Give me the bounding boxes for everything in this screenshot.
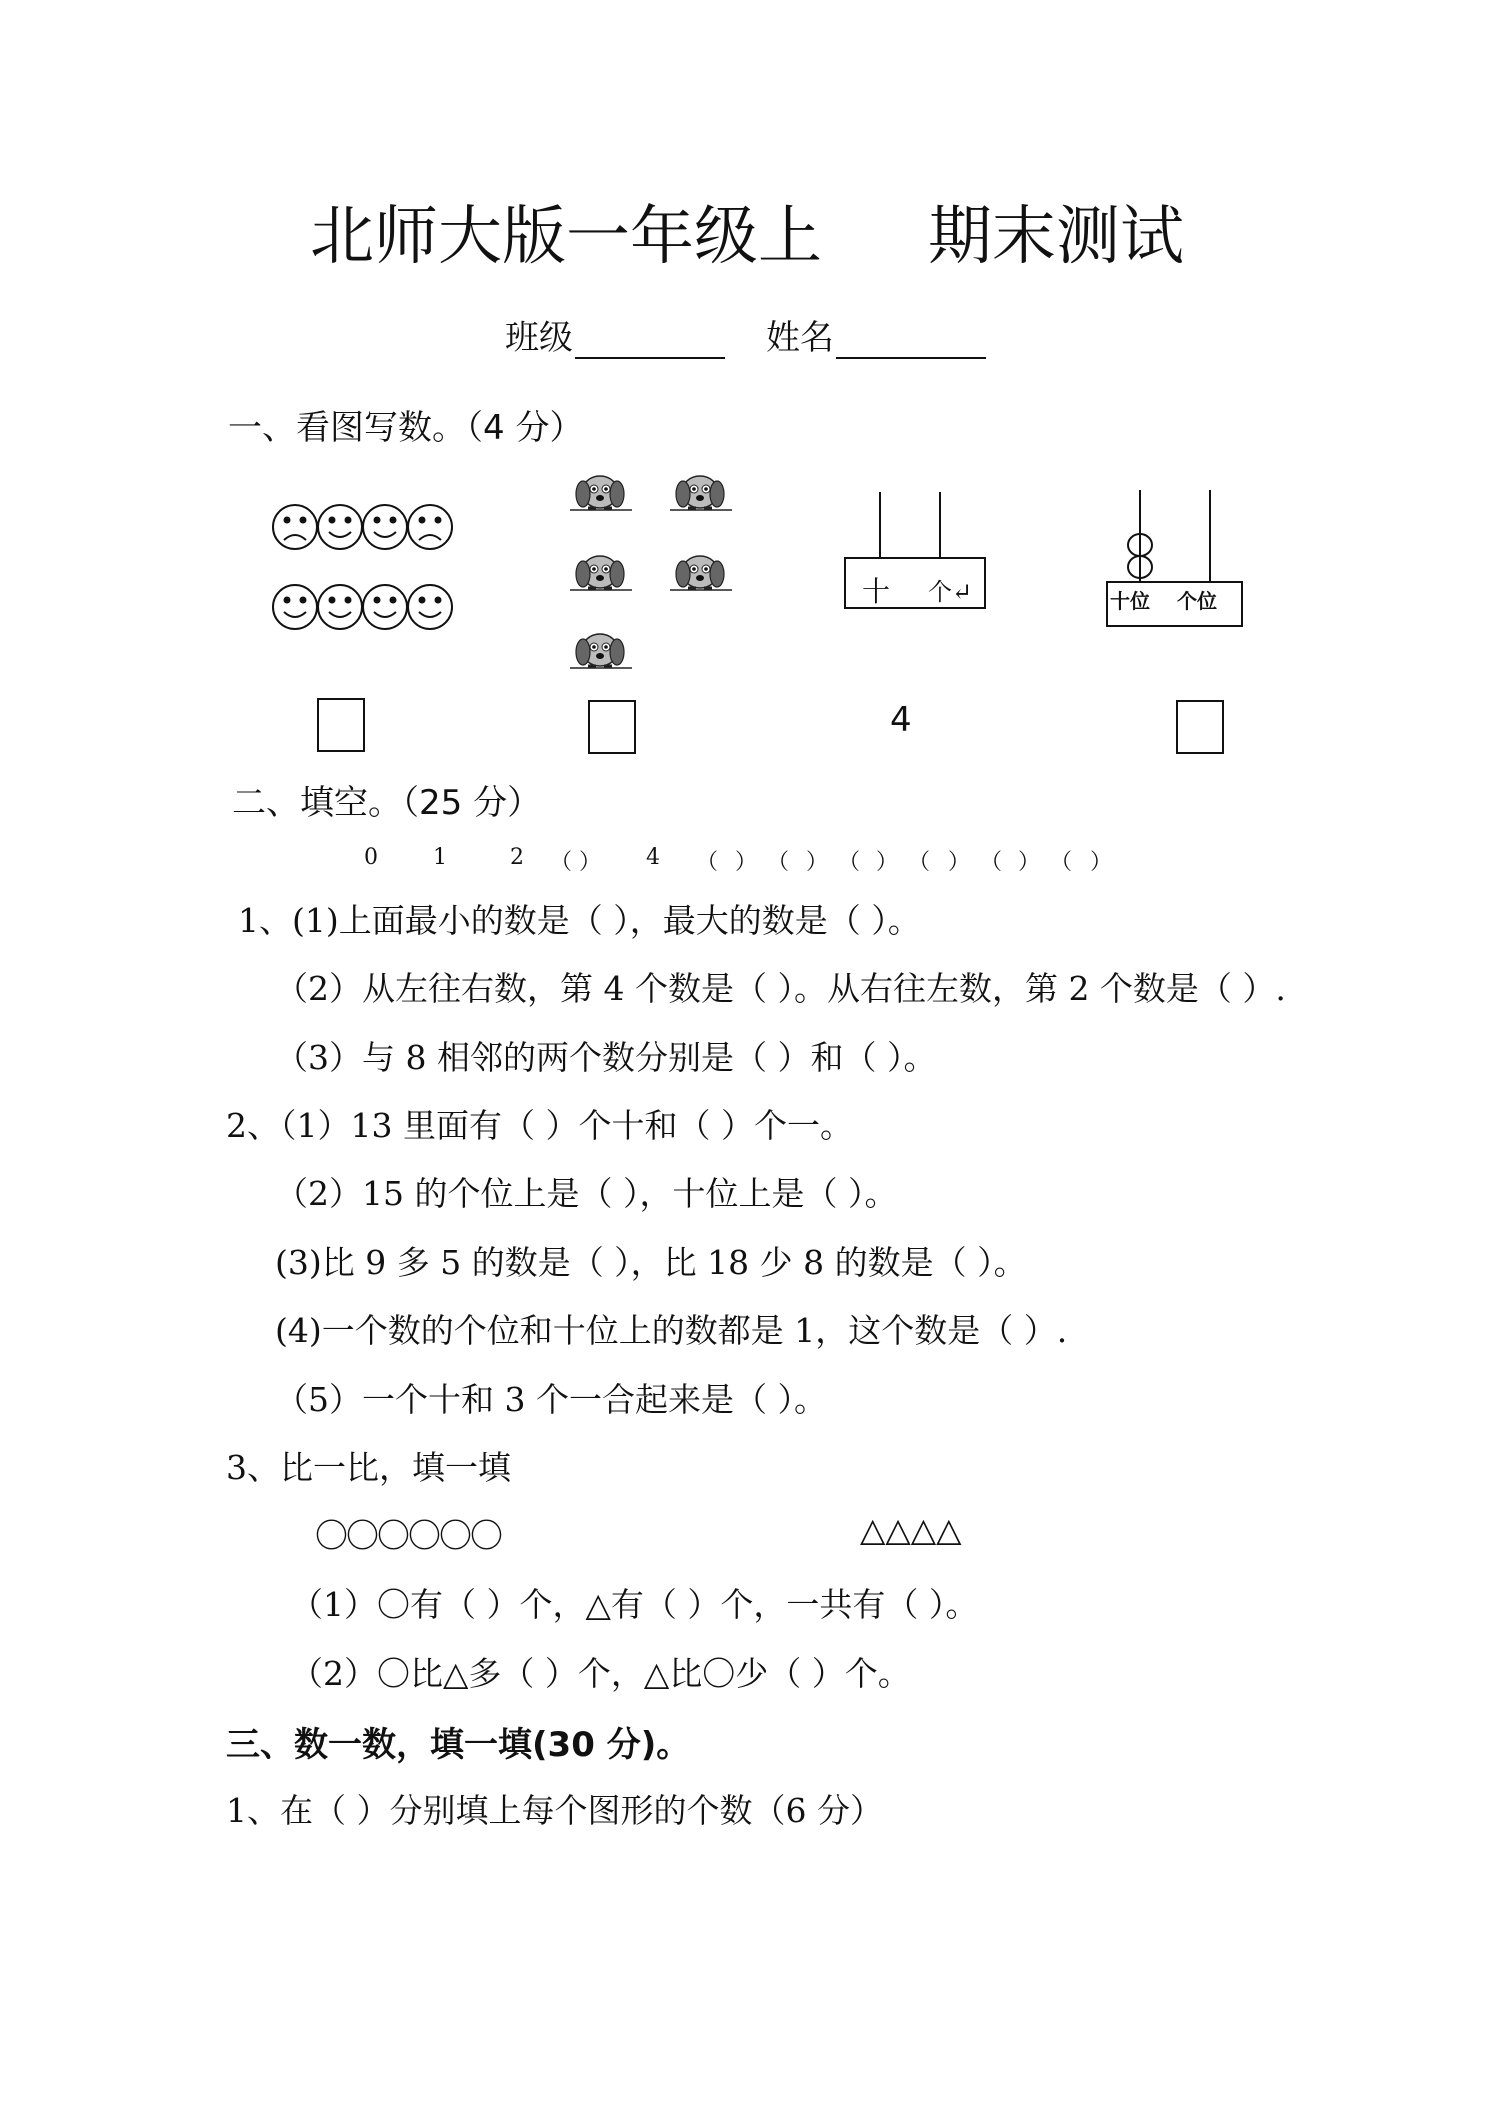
q2-line2: （2）15 的个位上是（ ），十位上是（ ）。: [275, 1174, 898, 1213]
nl-blank[interactable]: ）: [806, 850, 829, 875]
section3-q1: 1、在（ ）分别填上每个图形的个数（6 分）: [226, 1791, 883, 1830]
dog-icon: [670, 556, 732, 590]
q3-line1: （1）〇有（ ）个，△有（ ）个，一共有（ ）。: [290, 1585, 979, 1624]
q3-circles: 〇〇〇〇〇〇: [315, 1516, 501, 1555]
nl-blank[interactable]: ）: [876, 850, 899, 875]
smile-face-icon: [318, 505, 362, 549]
nl-blank[interactable]: ）: [735, 850, 758, 875]
name-label: 姓名: [766, 318, 834, 358]
class-label: 班级: [505, 318, 573, 358]
section2-heading: 二、填空。（25 分）: [232, 783, 542, 823]
q3-heading: 3、比一比，填一填: [226, 1448, 511, 1487]
q2-line5: （5）一个十和 3 个一合起来是（ ）。: [275, 1380, 827, 1419]
abacus2-tens-label: 十位: [1110, 589, 1150, 613]
faces-group: [273, 505, 452, 629]
smile-face-icon: [363, 585, 407, 629]
dog-icon: [670, 476, 732, 510]
q2-line1: 2、（1）13 里面有（ ）个十和（ ）个一。: [226, 1106, 853, 1145]
nl-blank[interactable]: （: [908, 850, 931, 875]
answer-abacus1: 4: [890, 700, 912, 740]
q2-line4: (4)一个数的个位和十位上的数都是 1，这个数是（ ）.: [275, 1311, 1068, 1350]
smile-face-icon: [273, 585, 317, 629]
answer-box-dogs[interactable]: [588, 700, 636, 754]
nl-label: 0: [364, 845, 378, 870]
section3-heading: 三、数一数，填一填(30 分)。: [226, 1725, 691, 1765]
nl-blank[interactable]: ）: [1090, 850, 1113, 875]
sad-face-icon: [273, 505, 317, 549]
smile-face-icon: [318, 585, 362, 629]
answer-box-abacus2[interactable]: [1176, 700, 1224, 754]
q3-triangles: △△△△: [860, 1510, 962, 1549]
nl-blank[interactable]: （: [1050, 850, 1073, 875]
q3-line2: （2）〇比△多（ ）个，△比〇少（ ）个。: [290, 1654, 911, 1693]
dog-icon: [570, 476, 632, 510]
nl-label: 1: [433, 845, 447, 870]
nl-label: 4: [646, 845, 660, 870]
nl-label: 2: [510, 845, 524, 870]
nl-blank[interactable]: ）: [948, 850, 971, 875]
dog-icon: [570, 634, 632, 668]
nl-blank[interactable]: （ ）: [550, 850, 601, 875]
abacus1-ones-label: 个↵: [928, 578, 973, 606]
q1-line1: 1、(1)上面最小的数是（ ），最大的数是（ ）。: [238, 901, 921, 940]
nl-blank[interactable]: （: [696, 850, 719, 875]
nl-blank[interactable]: （: [980, 850, 1003, 875]
abacus1-tens-label: 十: [862, 575, 891, 608]
dog-icon: [570, 556, 632, 590]
smile-face-icon: [363, 505, 407, 549]
page-title-part2: 期末测试: [928, 200, 1184, 274]
section1-figures: [0, 0, 1488, 760]
q1-line3: （3）与 8 相邻的两个数分别是（ ）和（ ）。: [275, 1038, 937, 1077]
nl-blank[interactable]: （: [838, 850, 861, 875]
abacus2-ones-label: 个位: [1177, 589, 1217, 613]
sad-face-icon: [408, 505, 452, 549]
section1-heading: 一、看图写数。（4 分）: [228, 408, 584, 448]
answer-box-faces[interactable]: [317, 698, 365, 752]
q1-line2: （2）从左往右数，第 4 个数是（ ）。从右往左数，第 2 个数是（ ）.: [275, 969, 1286, 1008]
nl-blank[interactable]: ）: [1018, 850, 1041, 875]
page-title-part1: 北师大版一年级上: [310, 200, 822, 274]
q2-line3: (3)比 9 多 5 的数是（ ），比 18 少 8 的数是（ ）。: [275, 1243, 1027, 1282]
smile-face-icon: [408, 585, 452, 629]
nl-blank[interactable]: （: [767, 850, 790, 875]
